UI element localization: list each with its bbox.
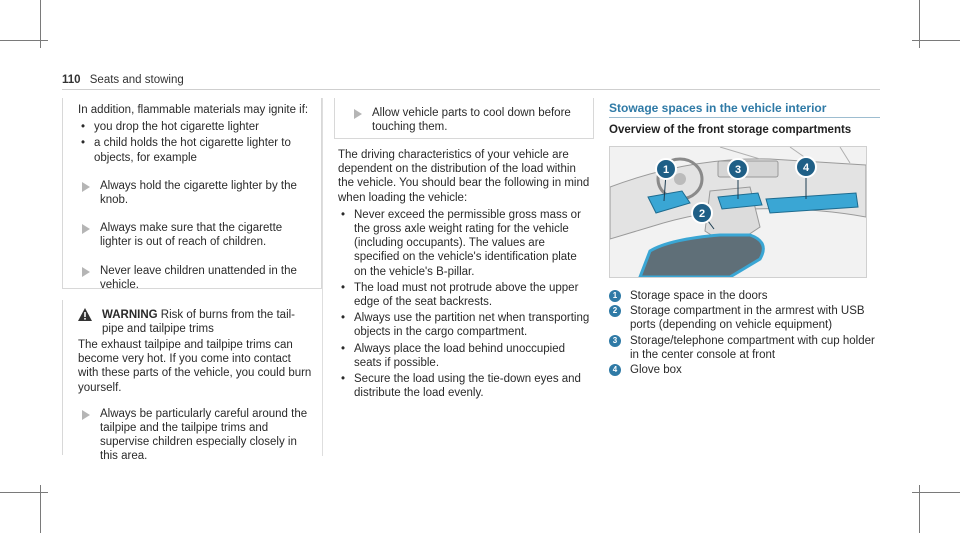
warning-body-text: The exhaust tailpipe and tailpipe trims can become very hot. If you come into contact with these parts of the vehicle, you could burn yourself.: [78, 339, 312, 394]
crop-mark: [912, 492, 960, 493]
svg-text:1: 1: [662, 164, 670, 176]
callout-2: [692, 203, 712, 223]
callout-3: [728, 159, 748, 179]
action-arrow-icon: [82, 224, 90, 234]
figure-legend: [609, 289, 879, 378]
section-rule: [609, 117, 880, 118]
legend-text: Storage compartment in the armrest with USB ports (depending on vehicle equipment): [630, 305, 865, 332]
subsection-title: Overview of the front storage compartments: [609, 124, 852, 136]
column-2: [338, 106, 590, 134]
crop-mark: [0, 40, 48, 41]
warning-body: [78, 338, 314, 464]
legend-number: 2: [609, 305, 621, 317]
legend-text: Glove box: [630, 364, 682, 377]
list-item: • Always place the load behind unoccupied seats if possible.: [338, 342, 590, 370]
warning-title: WARNING: [102, 309, 158, 321]
legend-item: [609, 363, 879, 377]
legend-text: Storage/telephone compartment with cup holder in the center console at front: [630, 334, 875, 361]
callout-1: [656, 159, 676, 179]
legend-number: 1: [609, 290, 621, 302]
action-text: Never leave children unattended in the vehicle.: [100, 264, 297, 291]
column-1: [78, 103, 310, 292]
warning-triangle-icon: [78, 308, 92, 321]
legend-number: 4: [609, 364, 621, 376]
action-arrow-icon: [82, 410, 90, 420]
action-arrow-icon: [82, 267, 90, 277]
list-item: • The load must not protrude above the upper edge of the seat backrests.: [338, 281, 590, 309]
list-item: • Secure the load using the tie-down eyes and distribute the load evenly.: [338, 372, 590, 400]
section-title: Stowage spaces in the vehicle interior: [609, 101, 827, 115]
legend-item: [609, 304, 879, 332]
warning-text: Risk of burns from the tail-pipe and tailpipe trims: [102, 309, 296, 336]
bullet-list: [338, 208, 590, 401]
action-text: Always make sure that the cigarette lighter is out of reach of children.: [100, 222, 283, 249]
column-divider: [322, 98, 323, 456]
page-number: 110: [62, 74, 81, 86]
car-interior-drawing: [610, 147, 866, 277]
svg-text:3: 3: [734, 164, 742, 176]
action-step: [78, 264, 310, 292]
bullet-list: [78, 120, 310, 165]
legend-item: [609, 289, 879, 303]
action-text: Always hold the cigarette lighter by the knob.: [100, 179, 297, 207]
crop-mark: [912, 40, 960, 41]
load-section: [338, 148, 590, 402]
load-paragraph: The driving characteristics of your vehicle are dependent on the distribution of the load within the vehicle. You should bear the following in mind when loading the vehicle:: [338, 149, 590, 204]
intro-text: In addition, flammable materials may ignite if:: [78, 104, 309, 116]
section-name: Seats and stowing: [89, 74, 184, 86]
interior-illustration: [609, 146, 867, 278]
list-item: • Never exceed the permissible gross mass or the gross axle weight rating for the vehicle (including occupants). The values are specified on the vehicle's identification plate on the vehicle's B-pillar.: [338, 208, 590, 279]
svg-text:2: 2: [698, 208, 706, 220]
list-item: • you drop the hot cigarette lighter: [78, 120, 310, 134]
action-text: Always be particularly careful around the tailpipe and the tailpipe trims and supervise children especially closely in this area.: [100, 407, 308, 463]
page-header: [62, 74, 184, 86]
action-step: [78, 179, 310, 207]
action-arrow-icon: [82, 182, 90, 192]
list-item: • Always use the partition net when transporting objects in the cargo compartment.: [338, 311, 590, 339]
action-step: [78, 407, 314, 464]
action-step: [350, 106, 590, 134]
warning-header: [78, 308, 314, 336]
svg-text:4: 4: [802, 162, 810, 174]
legend-number: 3: [609, 335, 621, 347]
crop-mark: [0, 492, 48, 493]
legend-text: Storage space in the doors: [630, 290, 768, 302]
action-step: [78, 221, 310, 249]
header-rule: [62, 89, 880, 90]
legend-item: [609, 334, 879, 362]
list-item: • a child holds the hot cigarette lighter to objects, for example: [78, 136, 310, 164]
callout-4: [796, 157, 816, 177]
action-arrow-icon: [354, 109, 362, 119]
action-text: Allow vehicle parts to cool down before touching them.: [372, 107, 571, 134]
